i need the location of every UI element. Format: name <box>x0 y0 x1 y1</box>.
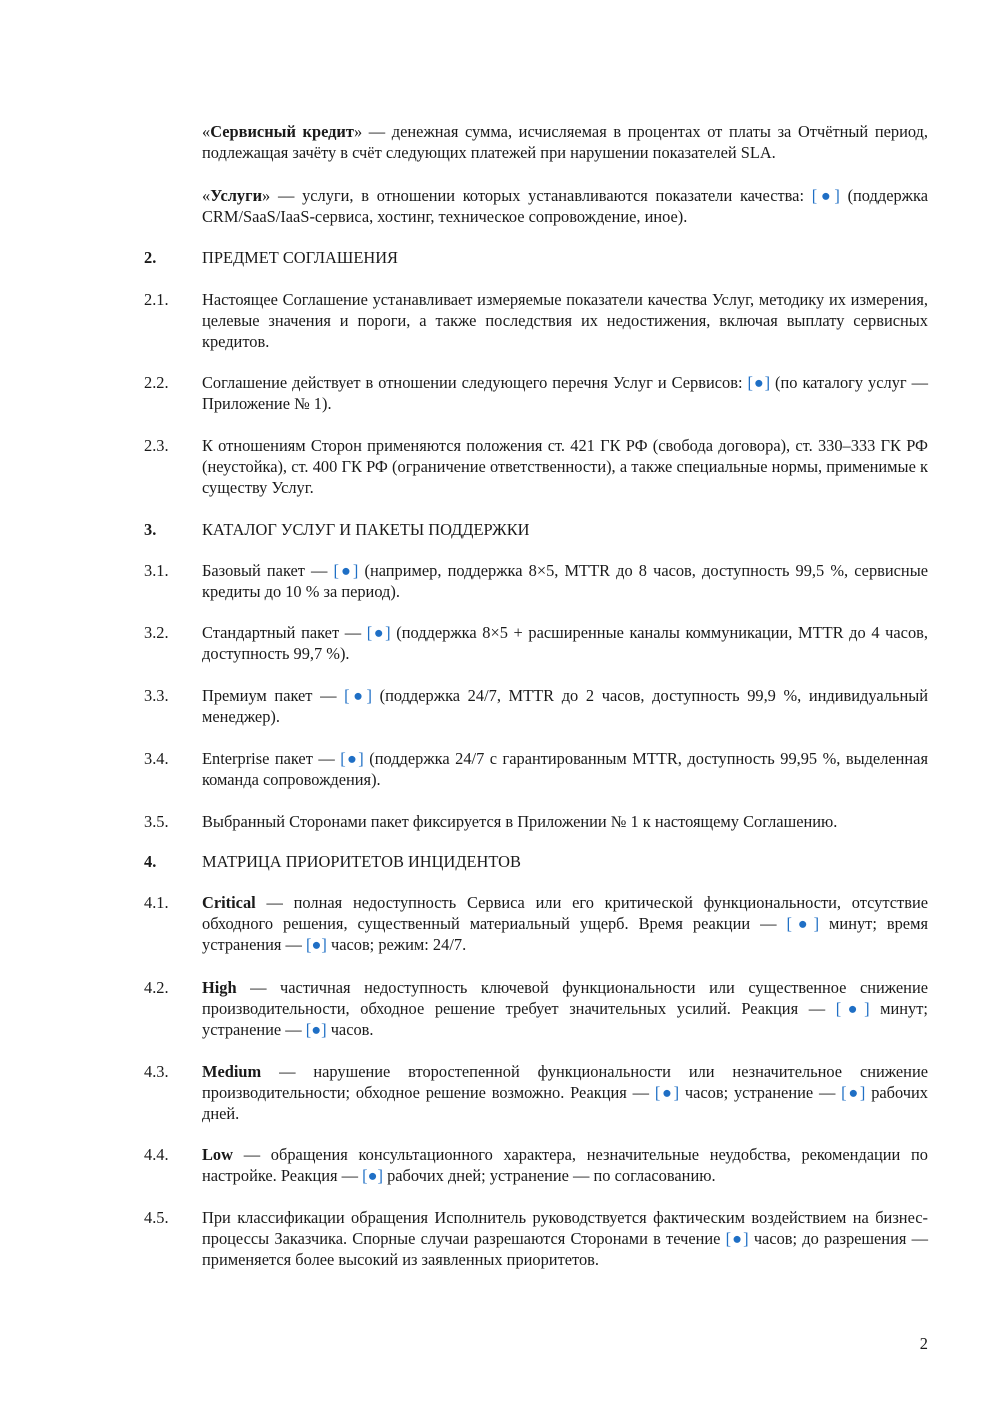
clause-text <box>202 1061 928 1124</box>
quote-close: » <box>262 186 271 205</box>
clause-2-1 <box>144 289 928 352</box>
clause-text <box>202 622 928 664</box>
clause-text-part: (например, поддержка 8×5, MTTR до 8 часов, доступность 99,5 %, сервисные кредиты до 10 % за период). <box>202 561 928 601</box>
clause-text-part: Соглашение действует в отношении следующего перечня Услуг и Сервисов: <box>202 373 748 392</box>
clause-text <box>202 892 928 955</box>
placeholder-field[interactable]: [●] <box>654 1083 680 1102</box>
defined-term: Услуги <box>210 186 263 205</box>
clause-3-5 <box>144 811 928 832</box>
clause-text-part: часов. <box>326 1020 374 1039</box>
quote-open: « <box>202 122 211 141</box>
clause-text-part: Enterprise пакет — <box>202 749 341 768</box>
clause-text-part: — обращения консультационного характера, незначительные неудобства, рекомендации по настройке. Реакция — <box>202 1145 928 1185</box>
page-number: 2 <box>919 1334 928 1353</box>
clause-text: Настоящее Соглашение устанавливает измеряемые показатели качества Услуг, методику их измерения, целевые значения и пороги, а также последствия их недостижения, включая выплату сервисных кредитов. <box>202 290 928 351</box>
clause-number: 3.2. <box>144 623 169 642</box>
placeholder-field[interactable]: [●] <box>306 935 327 954</box>
clause-text-part: Премиум пакет — <box>202 686 345 705</box>
clause-4-1 <box>144 892 928 955</box>
clause-number: 2.2. <box>144 373 169 392</box>
definition-services <box>202 185 928 227</box>
quote-close: » <box>353 122 363 141</box>
clause-text-part: (поддержка 8×5 + расширенные каналы коммуникации, MTTR до 4 часов, доступность 99,7 %). <box>202 623 928 663</box>
clause-number: 3.3. <box>144 686 169 705</box>
placeholder-field[interactable]: [●] <box>835 999 870 1018</box>
definition-text-continued: (поддержка CRM/SaaS/IaaS-сервиса, хостинг, техническое сопровождение, иное). <box>202 186 928 226</box>
clause-number: 3.5. <box>144 812 169 831</box>
clause-4-2 <box>144 977 928 1040</box>
clause-text-part: Стандартный пакет — <box>202 623 367 642</box>
section-heading-3 <box>144 519 928 540</box>
clause-number: 4.4. <box>144 1145 169 1164</box>
clause-text: Выбранный Сторонами пакет фиксируется в Приложении № 1 к настоящему Соглашению. <box>202 812 838 831</box>
clause-text-part: рабочих дней; устранение — по согласованию. <box>382 1166 716 1185</box>
clause-2-3 <box>144 435 928 498</box>
placeholder-field[interactable]: [●] <box>786 914 820 933</box>
clause-text-part: минут; устранение — <box>202 999 928 1039</box>
clause-text-part: часов; режим: 24/7. <box>326 935 467 954</box>
section-number: 3. <box>144 520 157 539</box>
clause-3-2 <box>144 622 928 664</box>
definition-text: — денежная сумма, исчисляемая в процентах от платы за Отчётный период, подлежащая зачёту в счёт следующих платежей при нарушении показателей SLA. <box>202 122 928 162</box>
clause-number: 2.1. <box>144 290 169 309</box>
placeholder-field[interactable]: [●] <box>811 186 840 205</box>
clause-3-3 <box>144 685 928 727</box>
placeholder-field[interactable]: [●] <box>344 686 373 705</box>
clause-text <box>202 560 928 602</box>
placeholder-field[interactable]: [●] <box>305 1020 327 1039</box>
definition-service-credit <box>202 121 928 163</box>
priority-term: High <box>202 978 237 997</box>
defined-term: Сервисный кредит <box>210 122 354 141</box>
clause-3-4 <box>144 748 928 790</box>
clause-4-3 <box>144 1061 928 1124</box>
placeholder-field[interactable]: [●] <box>747 373 771 392</box>
clause-number: 4.1. <box>144 893 169 912</box>
placeholder-field[interactable]: [●] <box>333 561 359 580</box>
placeholder-field[interactable]: [●] <box>340 749 364 768</box>
clause-text-part: — частичная недоступность ключевой функциональности или существенное снижение производительности, обходное решение требует значительных усилий. Реакция — <box>202 978 928 1018</box>
clause-number: 4.2. <box>144 978 169 997</box>
clause-text <box>202 1144 928 1186</box>
placeholder-field[interactable]: [●] <box>362 1166 383 1185</box>
section-title: КАТАЛОГ УСЛУГ И ПАКЕТЫ ПОДДЕРЖКИ <box>202 520 530 539</box>
clause-text-part: (поддержка 24/7 с гарантированным MTTR, доступность 99,95 %, выделенная команда сопровождения). <box>202 749 929 789</box>
clause-2-2 <box>144 372 928 414</box>
section-heading-4 <box>144 851 928 872</box>
quote-open: « <box>202 186 211 205</box>
section-title: МАТРИЦА ПРИОРИТЕТОВ ИНЦИДЕНТОВ <box>202 852 521 871</box>
priority-term: Low <box>202 1145 233 1164</box>
clause-text-part: Базовый пакет — <box>202 561 334 580</box>
clause-3-1 <box>144 560 928 602</box>
clause-number: 3.4. <box>144 749 169 768</box>
clause-text-part: часов; устранение — <box>679 1083 842 1102</box>
clause-text-part: (поддержка 24/7, MTTR до 2 часов, доступность 99,9 %, индивидуальный менеджер). <box>202 686 929 726</box>
priority-term: Medium <box>202 1062 262 1081</box>
section-heading-2 <box>144 247 928 268</box>
section-number: 2. <box>144 248 157 267</box>
clause-text <box>202 372 928 414</box>
clause-text-part: часов; до разрешения — применяется более высокий из заявленных приоритетов. <box>202 1229 928 1269</box>
clause-number: 4.5. <box>144 1208 169 1227</box>
clause-text-part: рабочих дней. <box>202 1083 929 1123</box>
clause-number: 3.1. <box>144 561 169 580</box>
clause-text <box>202 1207 928 1270</box>
priority-term: Critical <box>202 893 256 912</box>
clause-4-4 <box>144 1144 928 1186</box>
clause-4-5 <box>144 1207 928 1270</box>
section-title: ПРЕДМЕТ СОГЛАШЕНИЯ <box>202 248 398 267</box>
clause-text-part: — полная недоступность Сервиса или его критической функциональности, отсутствие обходного решения, существенный материальный ущерб. Время реакции — <box>202 893 928 933</box>
section-number: 4. <box>144 852 157 871</box>
clause-text <box>202 977 928 1040</box>
definition-text: — услуги, в отношении которых устанавливаются показатели качества: <box>270 186 812 205</box>
clause-text-part: При классификации обращения Исполнитель руководствуется фактическим воздействием на бизнес-процессы Заказчика. Спорные случаи разрешаются Сторонами в течение <box>202 1208 928 1248</box>
placeholder-field[interactable]: [●] <box>841 1083 866 1102</box>
clause-text-part: (по каталогу услуг — Приложение № 1). <box>202 373 928 413</box>
clause-text: К отношениям Сторон применяются положения ст. 421 ГК РФ (свобода договора), ст. 330–333 ГК РФ (неустойка), ст. 400 ГК РФ (ограничение ответственности), а также специальные нормы, применимые к существу Услуг. <box>202 436 928 497</box>
clause-number: 4.3. <box>144 1062 169 1081</box>
placeholder-field[interactable]: [●] <box>725 1229 749 1248</box>
clause-text <box>202 748 928 790</box>
clause-number: 2.3. <box>144 436 169 455</box>
clause-text <box>202 685 928 727</box>
clause-text-part: минут; время устранения — <box>202 914 928 954</box>
placeholder-field[interactable]: [●] <box>366 623 391 642</box>
clause-text-part: — нарушение второстепенной функциональности или незначительное снижение производительности; обходное решение возможно. Реакция — <box>202 1062 928 1102</box>
